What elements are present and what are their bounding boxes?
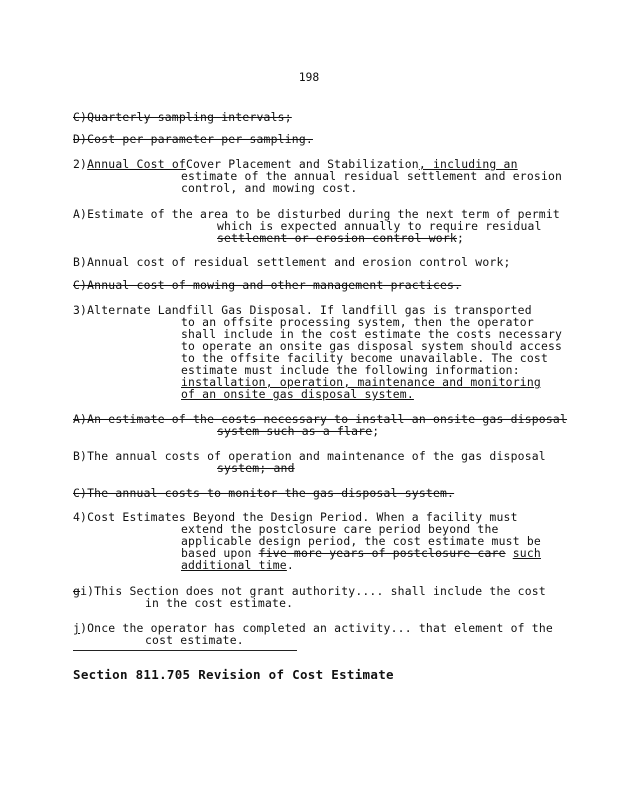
text-line: 4)Cost Estimates Beyond the Design Period. When a facility must: [73, 510, 518, 524]
line-cost-per-parameter: D)Cost per parameter per sampling.: [73, 132, 313, 146]
deleted-line: system; and: [217, 461, 295, 475]
horizontal-rule: [73, 650, 297, 651]
inserted-line: of an onsite gas disposal system.: [181, 387, 414, 401]
text-line: which is expected annually to require residual: [217, 219, 542, 233]
text-line: [217, 425, 379, 437]
text: Cover Placement and Stabilization: [185, 157, 419, 171]
text-line: shall include in the cost estimate the costs necessary: [181, 327, 563, 341]
text-line: B)Annual cost of residual settlement and erosion control work;: [73, 255, 511, 269]
deleted-text: g: [73, 584, 81, 598]
text: i)This Section does not grant authority.... shall include the cost: [80, 584, 546, 598]
deleted-text: five more years of postclosure care: [258, 546, 506, 560]
text-line: to an offsite processing system, then the operator: [181, 315, 534, 329]
text-line: cost estimate.: [145, 633, 244, 647]
deleted-line: A)An estimate of the costs necessary to install an onsite gas disposal: [73, 412, 568, 426]
inserted-text: Annual Cost of: [87, 157, 186, 171]
text: .: [286, 558, 294, 572]
text-line: applicable design period, the cost estimate must be: [181, 534, 541, 548]
text-line: extend the postclosure care period beyond the: [181, 522, 499, 536]
text-line: 3)Alternate Landfill Gas Disposal. If landfill gas is transported: [73, 303, 532, 317]
inserted-text: , including an: [418, 157, 518, 171]
text: based upon: [181, 546, 259, 560]
text: ;: [456, 231, 465, 245]
inserted-text: j: [73, 621, 81, 635]
text-line: to operate an onsite gas disposal system should access: [181, 339, 563, 353]
text-line: [217, 232, 464, 244]
text: [506, 546, 513, 560]
text-line: estimate must include the following information:: [181, 363, 520, 377]
line-quarterly-sampling: C)Quarterly sampling intervals;: [73, 110, 292, 124]
inserted-text: additional time: [181, 558, 287, 572]
text-line: estimate of the annual residual settlement and erosion: [181, 169, 563, 183]
text-line: A)Estimate of the area to be disturbed during the next term of permit: [73, 207, 560, 221]
deleted-line: C)Annual cost of mowing and other management practices.: [73, 278, 462, 292]
text-line: to the offsite facility become unavailable. The cost: [181, 351, 549, 365]
inserted-text: such: [512, 546, 541, 560]
page-number: 198: [298, 70, 320, 84]
text-line: control, and mowing cost.: [181, 181, 358, 195]
text-line: B)The annual costs of operation and maintenance of the gas disposal: [73, 449, 546, 463]
section-heading: Section 811.705 Revision of Cost Estimate: [73, 667, 394, 682]
text-line: in the cost estimate.: [145, 596, 294, 610]
text: ;: [372, 424, 380, 438]
deleted-line: C)The annual costs to monitor the gas disposal system.: [73, 486, 455, 500]
inserted-line: installation, operation, maintenance and monitoring: [181, 375, 541, 389]
text-line: [181, 559, 294, 571]
deleted-text: system such as a flare: [217, 424, 373, 438]
item-number: 2): [73, 157, 88, 171]
deleted-text: settlement or erosion control work: [217, 231, 457, 245]
text: )Once the operator has completed an activity... that element of the: [80, 621, 553, 635]
text-line: [73, 585, 546, 597]
